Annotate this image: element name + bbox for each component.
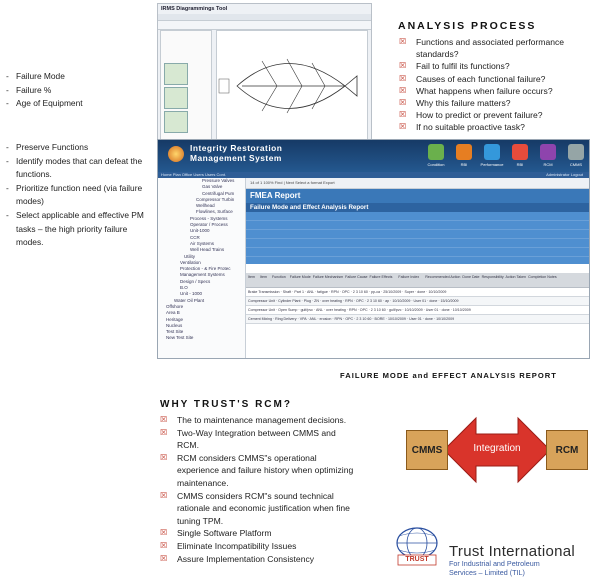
table-header: Item Item Function Failure Mode Failure Mechanism Failure Cause Failure Effects Failure Index Recommended Action Done Date Responsibility Action Taken Completion Notes [246, 273, 589, 288]
report-info-grid [246, 212, 589, 264]
tree-item[interactable]: Heritage [166, 316, 184, 322]
rcm-nav-icon[interactable] [540, 144, 556, 160]
nav-label: RBI [460, 162, 468, 167]
list-item: - Identify modes that can defeat the functions. [0, 155, 150, 182]
diagram-side-panel [160, 30, 212, 142]
tree-item[interactable]: Wellhead [196, 203, 215, 209]
nav-label: Condition [427, 162, 445, 167]
tree-item[interactable]: Air Systems [190, 240, 215, 246]
list-item: ☒ What happens when failure occurs? [399, 85, 599, 97]
tree-item[interactable]: Unit-1000 [190, 228, 210, 234]
rcm-box: RCM [546, 430, 588, 470]
analysis-list [399, 36, 599, 134]
nav-label: CMMS [569, 162, 583, 167]
list-item: ☒ Fail to fulfil its functions? [399, 60, 599, 72]
table-row: Compressor Unit · Open Sump · gulf/pvc · ANL · over heating · RPN · OPC · 2 3 10 60 · gulf/pvc · 10/10/2009 · User 01 · done · 10/10/2009 [246, 306, 589, 315]
table-row: Brake Transmission · Shaft · Part 1 · ANL · fatigue · RPN · OPC · 2 3 10 60 · pp-ca · 25/10/2009 · Super · done · 10/10/2009 [246, 288, 589, 297]
tree-item[interactable]: B.O [180, 285, 188, 291]
irms-header [158, 140, 589, 172]
tree-item[interactable]: Nucleus [166, 322, 183, 328]
rbi-2-nav-icon[interactable] [512, 144, 528, 160]
list-item: - Age of Equipment [0, 97, 140, 111]
list-item: ☒ Eliminate Incompatibility Issues [160, 540, 360, 553]
left-list-2 [0, 141, 150, 250]
tree-item[interactable]: Water Oil Plant [174, 297, 205, 303]
tree-item[interactable]: Flowlines, Surface [196, 209, 233, 215]
company-subtitle: For Industrial and Petroleum Services – Limited (TIL) [449, 559, 540, 577]
tree-item[interactable]: Ventilation [180, 259, 201, 265]
report-subtitle: Failure Mode and Effect Analysis Report [246, 203, 589, 212]
tree-item[interactable]: Utility [184, 253, 195, 259]
irms-fmea-screenshot [157, 139, 590, 359]
list-item: ☒ Assure Implementation Consistency [160, 553, 360, 566]
report-viewer [246, 178, 589, 359]
nav-label: RCM [543, 162, 553, 167]
nav-label: RBI [516, 162, 524, 167]
tree-item[interactable]: Pressure Valves [202, 178, 235, 183]
trust-logo [393, 524, 441, 570]
fmea-caption: FAILURE MODE and EFFECT ANALYSIS REPORT [340, 371, 557, 380]
breadcrumb[interactable]: Home Plan Office Users Users Cont. [161, 172, 227, 177]
tree-item[interactable]: Area B [166, 310, 180, 316]
company-name: Trust International [449, 543, 576, 560]
list-item: - Prioritize function need (via failure modes) [0, 182, 150, 209]
irms-logo-icon [168, 146, 184, 162]
list-item: ☒ Single Software Platform [160, 527, 360, 540]
diagram-toolbar [158, 21, 371, 30]
tree-item[interactable]: Centrifugal Pum [202, 190, 235, 196]
why-list [160, 414, 360, 565]
list-item: - Failure Mode [0, 70, 140, 84]
condition-nav-icon[interactable] [428, 144, 444, 160]
diagram-menu-bar [158, 14, 371, 21]
list-item: - Select applicable and effective PM tasks – the high priority failure modes. [0, 209, 150, 250]
list-item: ☒ Functions and associated performance standards? [399, 36, 599, 60]
cmms-nav-icon[interactable] [568, 144, 584, 160]
why-heading: WHY TRUST'S RCM? [160, 399, 292, 410]
tree-item[interactable]: Protection - & Fire Protec [180, 266, 231, 272]
tree-item[interactable]: New Test Site [166, 335, 194, 341]
thumbnail [164, 111, 188, 133]
nav-label: Performance [480, 162, 504, 167]
tree-item[interactable]: Well Head Trains [190, 247, 225, 253]
left-list-1 [0, 70, 140, 111]
tree-item[interactable]: Offshore [166, 303, 184, 309]
tree-item[interactable]: Compressor Turbin [196, 196, 235, 202]
report-title: FMEA Report [246, 189, 589, 203]
list-item: ☒ RCM considers CMMS"s operational experience and failure history when optimizing maintenance. [160, 452, 360, 490]
tree-item[interactable]: Unit - 1000 [180, 291, 203, 297]
diagram-tool-screenshot [157, 3, 372, 147]
tree-item[interactable]: Test Site [166, 329, 184, 335]
analysis-heading: ANALYSIS PROCESS [398, 20, 537, 32]
report-toolbar[interactable]: 14 of 1 100% Find | Next Select a format Export [246, 178, 589, 189]
table-row: Compressor Unit · Cylinder Plant · Plug · ZN · over heating · RPN · OPC · 2 3 10 60 · ap · 10/10/2009 · User 01 · done · 15/10/2009 [246, 297, 589, 306]
list-item: ☒ How to predict or prevent failure? [399, 109, 599, 121]
list-item: - Preserve Functions [0, 141, 150, 155]
cmms-box: CMMS [406, 430, 448, 470]
list-item: ☒ CMMS considers RCM"s sound technical rationale and economic justification when fine tuning TPM. [160, 490, 360, 528]
list-item: ☒ The to maintenance management decisions. [160, 414, 360, 427]
rbi-nav-icon[interactable] [456, 144, 472, 160]
diagram-window-title: IRMS Diagrammings Tool [161, 6, 228, 12]
asset-tree [158, 178, 246, 359]
performance-nav-icon[interactable] [484, 144, 500, 160]
list-item: - Failure % [0, 84, 140, 98]
tree-item[interactable]: Process - Systems [190, 215, 228, 221]
fishbone-diagram [217, 31, 367, 141]
list-item: ☒ If no suitable proactive task? [399, 121, 599, 133]
thumbnail [164, 63, 188, 85]
list-item: ☒ Why this failure matters? [399, 97, 599, 109]
irms-title: Integrity Restoration Management System [190, 143, 283, 163]
logo-text: TRUST [405, 556, 429, 563]
tree-item[interactable]: Gas Valve [202, 184, 223, 190]
tree-item[interactable]: CCR [190, 234, 200, 240]
integration-diagram [404, 410, 590, 490]
table-row: Cement Mixing · Ring Delivery · VPA · ANL · erosion · RPN · OPC · 2 3 10 60 · BORE · 10/10/2009 · User 01 · done · 10/10/2009 [246, 315, 589, 324]
tree-item[interactable]: Management Systems [180, 272, 225, 278]
tree-item[interactable]: Design / Specs [180, 278, 211, 284]
list-item: ☒ Causes of each functional failure? [399, 73, 599, 85]
fishbone-canvas [216, 30, 368, 142]
thumbnail [164, 87, 188, 109]
integration-label: Integration [473, 443, 521, 454]
table-body [246, 288, 589, 324]
tree-item[interactable]: Operator / Process [190, 222, 228, 228]
list-item: ☒ Two-Way Integration between CMMS and RCM. [160, 427, 360, 452]
user-logout-link[interactable]: Administrator Logout [546, 172, 583, 177]
